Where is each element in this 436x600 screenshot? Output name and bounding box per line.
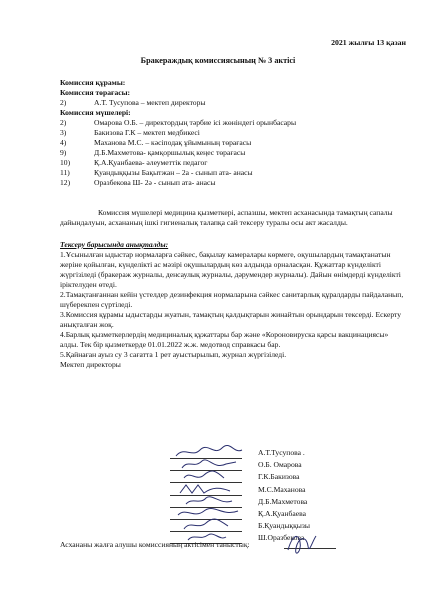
finding-item: 1.Ұсынылған ыдыстар нормаларға сәйкес, бақылау камералары көрмеге, оқушылардың тамақтанатын жеріне қойылған, күнделікті ас мәзірі оқушылардың көз алдында орналасқан. Құжаттар күнделікті жүргізіледі (бракераж журналы, денсаулық журналы, дәрумендер журналы). Дайын өнімдерді күнделікті іріктелуден өтеді.: [60, 250, 401, 290]
signatory-name: Қ.А.Қуанбаева: [258, 508, 307, 518]
member-text: Қуандыққызы Бақытжан – 2а - сынып ата- анасы: [94, 168, 253, 178]
document-date: 2021 жылғы 13 қазан: [331, 38, 406, 47]
finding-item: 5.Қайнаған ауыз су 3 сағатта 1 рет ауыстырылып, журнал жүргізіледі.: [60, 350, 287, 360]
member-number: 4): [60, 138, 67, 148]
signatory-name: Г.К.Бакизова: [258, 472, 300, 482]
member-number: 10): [60, 158, 71, 168]
member-row: [60, 168, 410, 178]
signatory-name: А.Т.Тусупова .: [258, 448, 305, 457]
handwritten-signature: [282, 528, 322, 564]
members-label: Комиссия мүшелері:: [60, 108, 131, 118]
member-number: 2): [60, 118, 67, 128]
document-title: Бракераждық комиссиясының № 3 актісі: [140, 56, 296, 65]
chairman-number: 2): [60, 98, 67, 108]
findings-section: [60, 240, 405, 370]
signatory-name: Б.Қуандыққызы: [258, 521, 311, 531]
signature-list: [170, 448, 390, 546]
member-row: [60, 158, 410, 168]
intro-paragraph: Комиссия мүшелері медицина қызметкері, аспазшы, мектеп асханасында тамақтың сапалы дайындалуын, асхананың ішкі гигиеналық талапқа сай тексеру туралы осы акт жасалды.: [60, 208, 393, 228]
chairman-text: А.Т. Тусупова – мектеп директоры: [94, 98, 206, 108]
signatory-name: Ш.Оразбекова: [258, 533, 305, 543]
finding-item: 3.Комиссия құрамы ыдыстарды жуатын, тамақтың қалдықтарын жинайтын орындарын тексерді. Ескерту анықталған жоқ.: [60, 310, 402, 330]
member-row: [60, 138, 410, 148]
member-number: 3): [60, 128, 67, 138]
chairman-row: [60, 98, 410, 108]
finding-item: 4.Барлық қызметкерлердің медициналық құжаттары бар және «Короновируска қарсы вакцинациясы» алды. Тек бір қызметкерде 01.01.2022 ж.ж. медотвод справкасы бар.: [60, 330, 389, 350]
member-text: Маханова М.С. – кәсіподақ ұйымының төрағасы: [94, 138, 252, 148]
member-row: [60, 148, 410, 158]
footer-text: Асхананы жалға алушы комиссияның актісімен таныстық:: [60, 540, 250, 549]
signatory-name: О.Б. Омарова: [258, 460, 302, 470]
member-text: Оразбекова Ш- 2ә - сынып ата- анасы: [94, 178, 216, 188]
director-label: Мектеп директоры: [60, 360, 121, 370]
member-number: 11): [60, 168, 70, 178]
member-number: 12): [60, 178, 71, 188]
member-text: Д.Б.Махметова- қамқоршылық кеңес төрағасы: [94, 148, 246, 158]
member-number: 9): [60, 148, 67, 158]
chairman-label: Комиссия төрағасы:: [60, 88, 131, 98]
signatory-name: М.С.Маханова: [258, 484, 306, 494]
commission-block: [60, 78, 410, 188]
composition-label: Комиссия құрамы:: [60, 78, 126, 87]
member-row: [60, 178, 410, 188]
member-text: Бакизова Г.К – мектеп медбикесі: [94, 128, 200, 138]
member-text: Омарова О.Б. – директордың тәрбие ісі жөніндегі орынбасары: [94, 118, 297, 128]
member-text: Қ.А.Қуанбаева- әлеуметтік педагог: [94, 158, 208, 168]
finding-item: 2.Тамақтанғаннан кейін үстелдер дезинфекция нормаларына сәйкес санитарлық құралдарды пайдаланып, шүберекпен сүртіледі.: [60, 290, 404, 310]
findings-title: Тексеру барысында анықталды:: [60, 240, 169, 249]
member-row: [60, 118, 410, 128]
member-row: [60, 128, 410, 138]
members-list: [60, 118, 410, 188]
signatory-name: Д.Б.Махметова: [258, 496, 308, 506]
